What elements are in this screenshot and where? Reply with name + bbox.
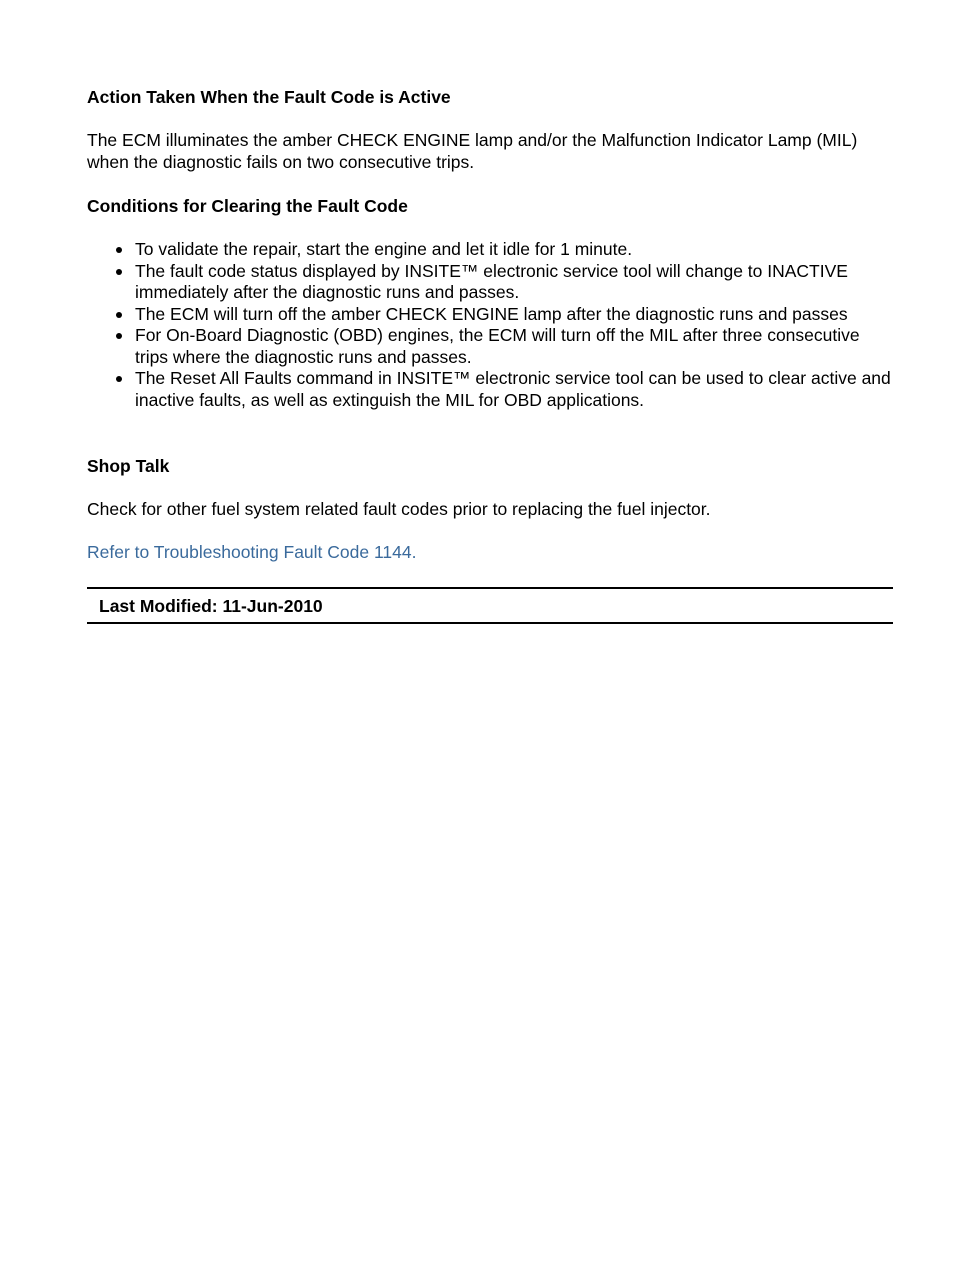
list-item-text: For On-Board Diagnostic (OBD) engines, the ECM will turn off the MIL after three consecutive trips where the diagnostic runs and passes.: [135, 325, 860, 367]
action-heading: Action Taken When the Fault Code is Active: [87, 87, 451, 107]
list-item: [87, 368, 893, 411]
list-item-text: The ECM will turn off the amber CHECK ENGINE lamp after the diagnostic runs and passes: [135, 303, 848, 324]
bullet-icon: [116, 333, 122, 339]
shop-talk-heading: Shop Talk: [87, 456, 170, 476]
action-body: The ECM illuminates the amber CHECK ENGINE lamp and/or the Malfunction Indicator Lamp (MIL) when the diagnostic fails on two consecutive trips.: [87, 130, 858, 172]
last-modified: Last Modified: 11-Jun-2010: [99, 596, 323, 616]
bullet-icon: [116, 312, 122, 318]
bullet-icon: [116, 269, 122, 275]
shop-talk-body: Check for other fuel system related fault codes prior to replacing the fuel injector.: [87, 499, 711, 519]
reference-paragraph: [87, 542, 893, 564]
footer-bar: [87, 587, 893, 624]
bullet-icon: [116, 247, 122, 253]
list-item-text: The Reset All Faults command in INSITE™ electronic service tool can be used to clear active and inactive faults, as well as extinguish the MIL for OBD applications.: [135, 368, 891, 410]
bullet-icon: [116, 376, 122, 382]
list-item: [87, 325, 893, 368]
list-item: [87, 239, 893, 261]
list-item: [87, 304, 893, 326]
list-item: [87, 261, 893, 304]
clearing-heading: Conditions for Clearing the Fault Code: [87, 196, 408, 216]
list-item-text: The fault code status displayed by INSITE™ electronic service tool will change to INACTIVE immediately after the diagnostic runs and passes.: [135, 260, 848, 302]
list-item-text: To validate the repair, start the engine and let it idle for 1 minute.: [135, 239, 633, 259]
troubleshooting-link[interactable]: Refer to Troubleshooting Fault Code 1144.: [87, 542, 417, 562]
clearing-conditions-list: [87, 239, 893, 411]
